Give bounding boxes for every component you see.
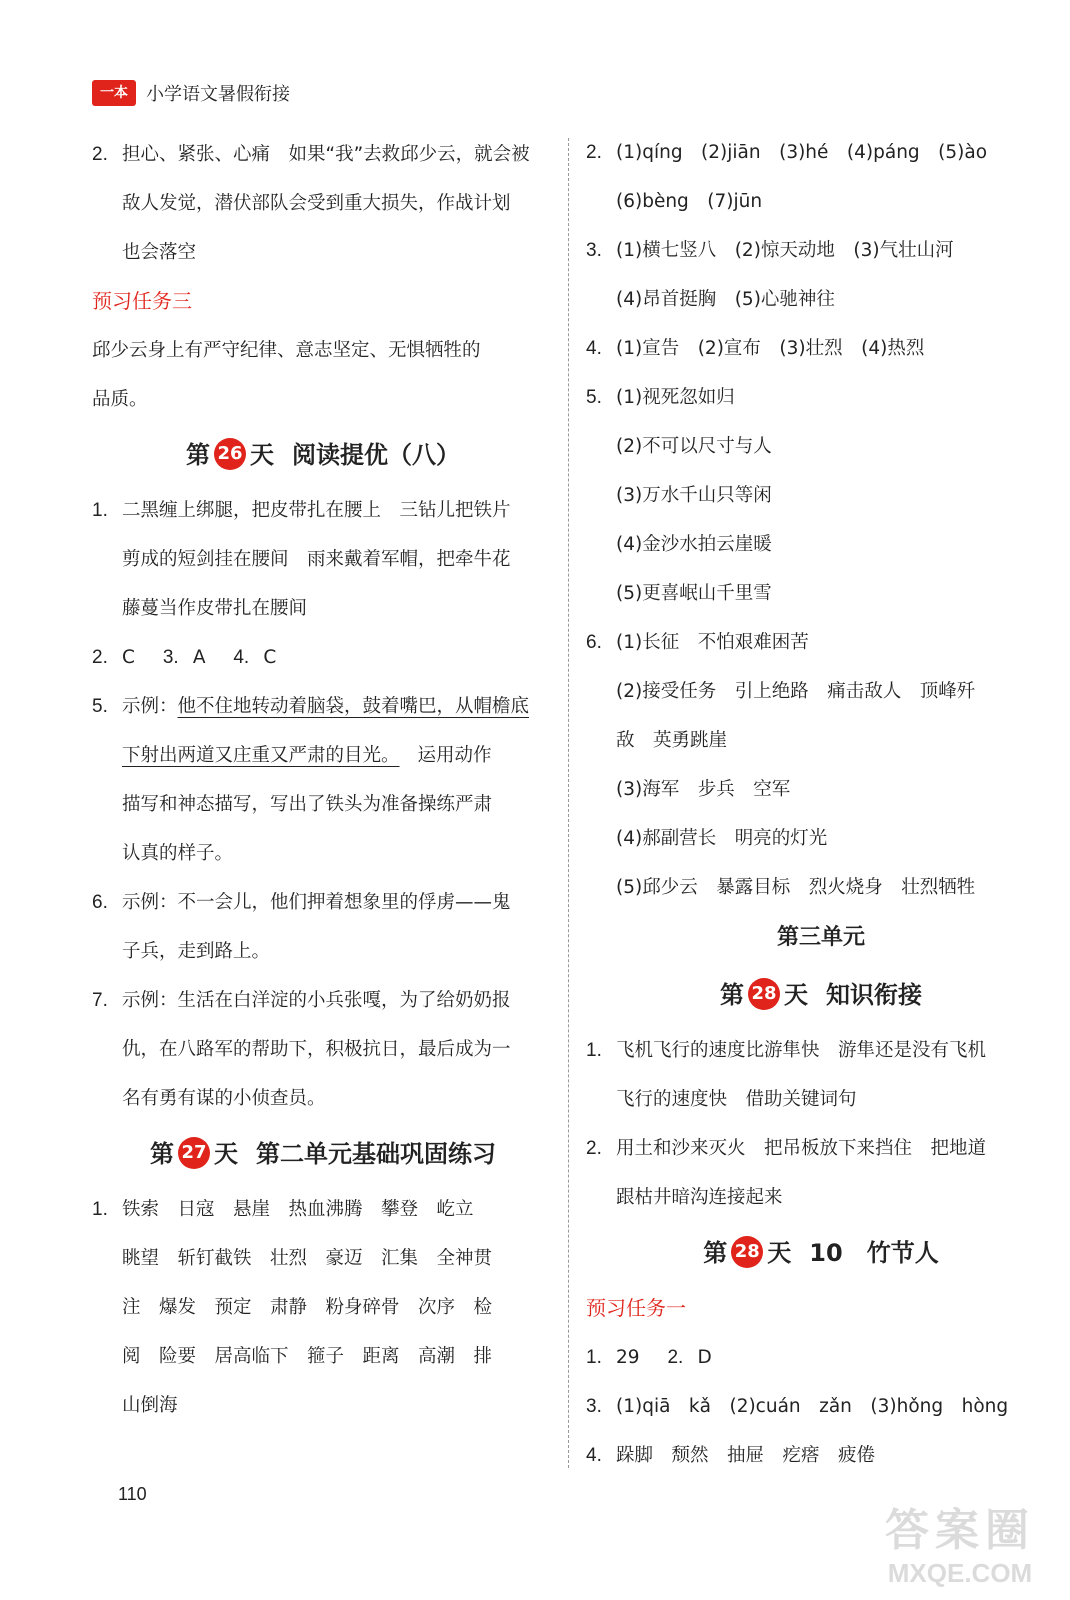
answer-line: 2. 用土和沙来灭火 把吊板放下来挡住 把地道	[586, 1138, 987, 1159]
answer-line: (3)海军 步兵 空军	[616, 779, 791, 800]
answer-line: 描写和神态描写，写出了铁头为准备操练严肃	[122, 794, 493, 815]
answer-line: (5)更喜岷山千里雪	[616, 583, 772, 604]
answer-line: 7. 示例：生活在白洋淀的小兵张嘎，为了给奶奶报	[92, 990, 511, 1011]
book-title: 小学语文暑假衔接	[146, 84, 290, 105]
answer-line: (4)金沙水拍云崖暖	[616, 534, 772, 555]
answer-line: 4. 跺脚 颓然 抽屉 疙瘩 疲倦	[586, 1445, 876, 1466]
day-heading: 第 26 天 阅读提优（八）	[92, 424, 554, 486]
answer-line: (4)郝副营长 明亮的灯光	[616, 828, 828, 849]
day-heading: 第 28 天 知识衔接	[586, 964, 1056, 1026]
section-heading: 预习任务三	[92, 289, 192, 313]
underlined-text: 下射出两道又庄重又严肃的目光。	[122, 745, 400, 766]
answer-line: 跟枯井暗沟连接起来	[616, 1187, 783, 1208]
answer-line: 敌 英勇跳崖	[616, 730, 728, 751]
watermark-top: 答案圈	[885, 1505, 1035, 1556]
answer-line: 山倒海	[122, 1395, 178, 1416]
answer-line: 敌人发觉，潜伏部队会受到重大损失，作战计划	[122, 193, 511, 214]
answer-line: 仇，在八路军的帮助下，积极抗日，最后成为一	[122, 1039, 511, 1060]
answer-line: 6. 示例：不一会儿，他们押着想象里的俘虏——鬼	[92, 892, 511, 913]
underlined-text: 他不住地转动着脑袋，鼓着嘴巴，从帽檐底	[177, 696, 530, 717]
answer-line: 2. 担心、紧张、心痛 如果“我”去救邱少云，就会被	[92, 144, 530, 165]
answer-line: 也会落空	[122, 242, 197, 263]
day-number-badge: 28	[748, 978, 780, 1010]
brand-logo: 一本	[92, 80, 136, 106]
unit-heading: 第三单元	[776, 925, 865, 950]
left-column	[92, 130, 554, 1430]
day-number-badge: 26	[214, 438, 246, 470]
answer-line: 剪成的短剑挂在腰间 雨来戴着军帽，把牵牛花	[122, 549, 511, 570]
answer-line: (5)邱少云 暴露目标 烈火烧身 壮烈牺牲	[616, 877, 976, 898]
answer-line: 1. 飞机飞行的速度比游隼快 游隼还是没有飞机	[586, 1040, 987, 1061]
answer-line: 3. (1)qiā kǎ (2)cuán zǎn (3)hǒng hòng	[586, 1396, 1009, 1417]
answer-line: 3. (1)横七竖八 (2)惊天动地 (3)气壮山河	[586, 240, 954, 261]
answer-line: 5. 示例：他不住地转动着脑袋，鼓着嘴巴，从帽檐底	[92, 696, 530, 717]
answer-line: 4. (1)宣告 (2)宣布 (3)壮烈 (4)热烈	[586, 338, 925, 359]
section-heading: 预习任务一	[586, 1296, 686, 1320]
answer-line: 阅 险要 居高临下 箍子 距离 高潮 排	[122, 1346, 493, 1367]
answer-line: 邱少云身上有严守纪律、意志坚定、无惧牺牲的	[92, 340, 481, 361]
answer-line: 1. 二黑缠上绑腿，把皮带扎在腰上 三钻儿把铁片	[92, 500, 511, 521]
watermark-bottom: MXQE.COM	[887, 1558, 1033, 1588]
watermark	[870, 1494, 1050, 1586]
answer-line: 注 爆发 预定 肃静 粉身碎骨 次序 检	[122, 1297, 493, 1318]
day-heading: 第 27 天 第二单元基础巩固练习	[92, 1123, 554, 1185]
answer-line: (4)昂首挺胸 (5)心驰神往	[616, 289, 835, 310]
answer-line: 2. (1)qíng (2)jiān (3)hé (4)páng (5)ào	[586, 142, 988, 163]
answer-line: (2)不可以尺寸与人	[616, 436, 772, 457]
day-number-badge: 27	[178, 1137, 210, 1169]
day-number-badge: 28	[731, 1236, 763, 1268]
answer-line: (3)万水千山只等闲	[616, 485, 772, 506]
page-header	[92, 80, 290, 106]
answer-line: 飞行的速度快 借助关键词句	[616, 1089, 857, 1110]
answer-line: 1. 铁索 日寇 悬崖 热血沸腾 攀登 屹立	[92, 1199, 474, 1220]
right-column	[586, 128, 1056, 1480]
answer-line: 认真的样子。	[122, 843, 234, 864]
answer-line: (6)bèng (7)jūn	[616, 191, 763, 212]
column-divider	[568, 138, 569, 1468]
answer-line: (2)接受任务 引上绝路 痛击敌人 顶峰歼	[616, 681, 976, 702]
answer-line: 5. (1)视死忽如归	[586, 387, 735, 408]
answer-line: 下射出两道又庄重又严肃的目光。 运用动作	[122, 745, 492, 766]
answer-line: 名有勇有谋的小侦查员。	[122, 1088, 326, 1109]
answer-line: 2. C 3. A 4. C	[92, 647, 277, 668]
day-heading: 第 28 天 10 竹节人	[586, 1222, 1056, 1284]
answer-line: 眺望 斩钉截铁 壮烈 豪迈 汇集 全神贯	[122, 1248, 493, 1269]
answer-line: 藤蔓当作皮带扎在腰间	[122, 598, 308, 619]
answer-line: 品质。	[92, 389, 148, 410]
answer-line: 1. 29 2. D	[586, 1347, 712, 1368]
page-number: 110	[118, 1484, 147, 1504]
answer-line: 6. (1)长征 不怕艰难困苦	[586, 632, 809, 653]
answer-line: 子兵，走到路上。	[122, 941, 271, 962]
